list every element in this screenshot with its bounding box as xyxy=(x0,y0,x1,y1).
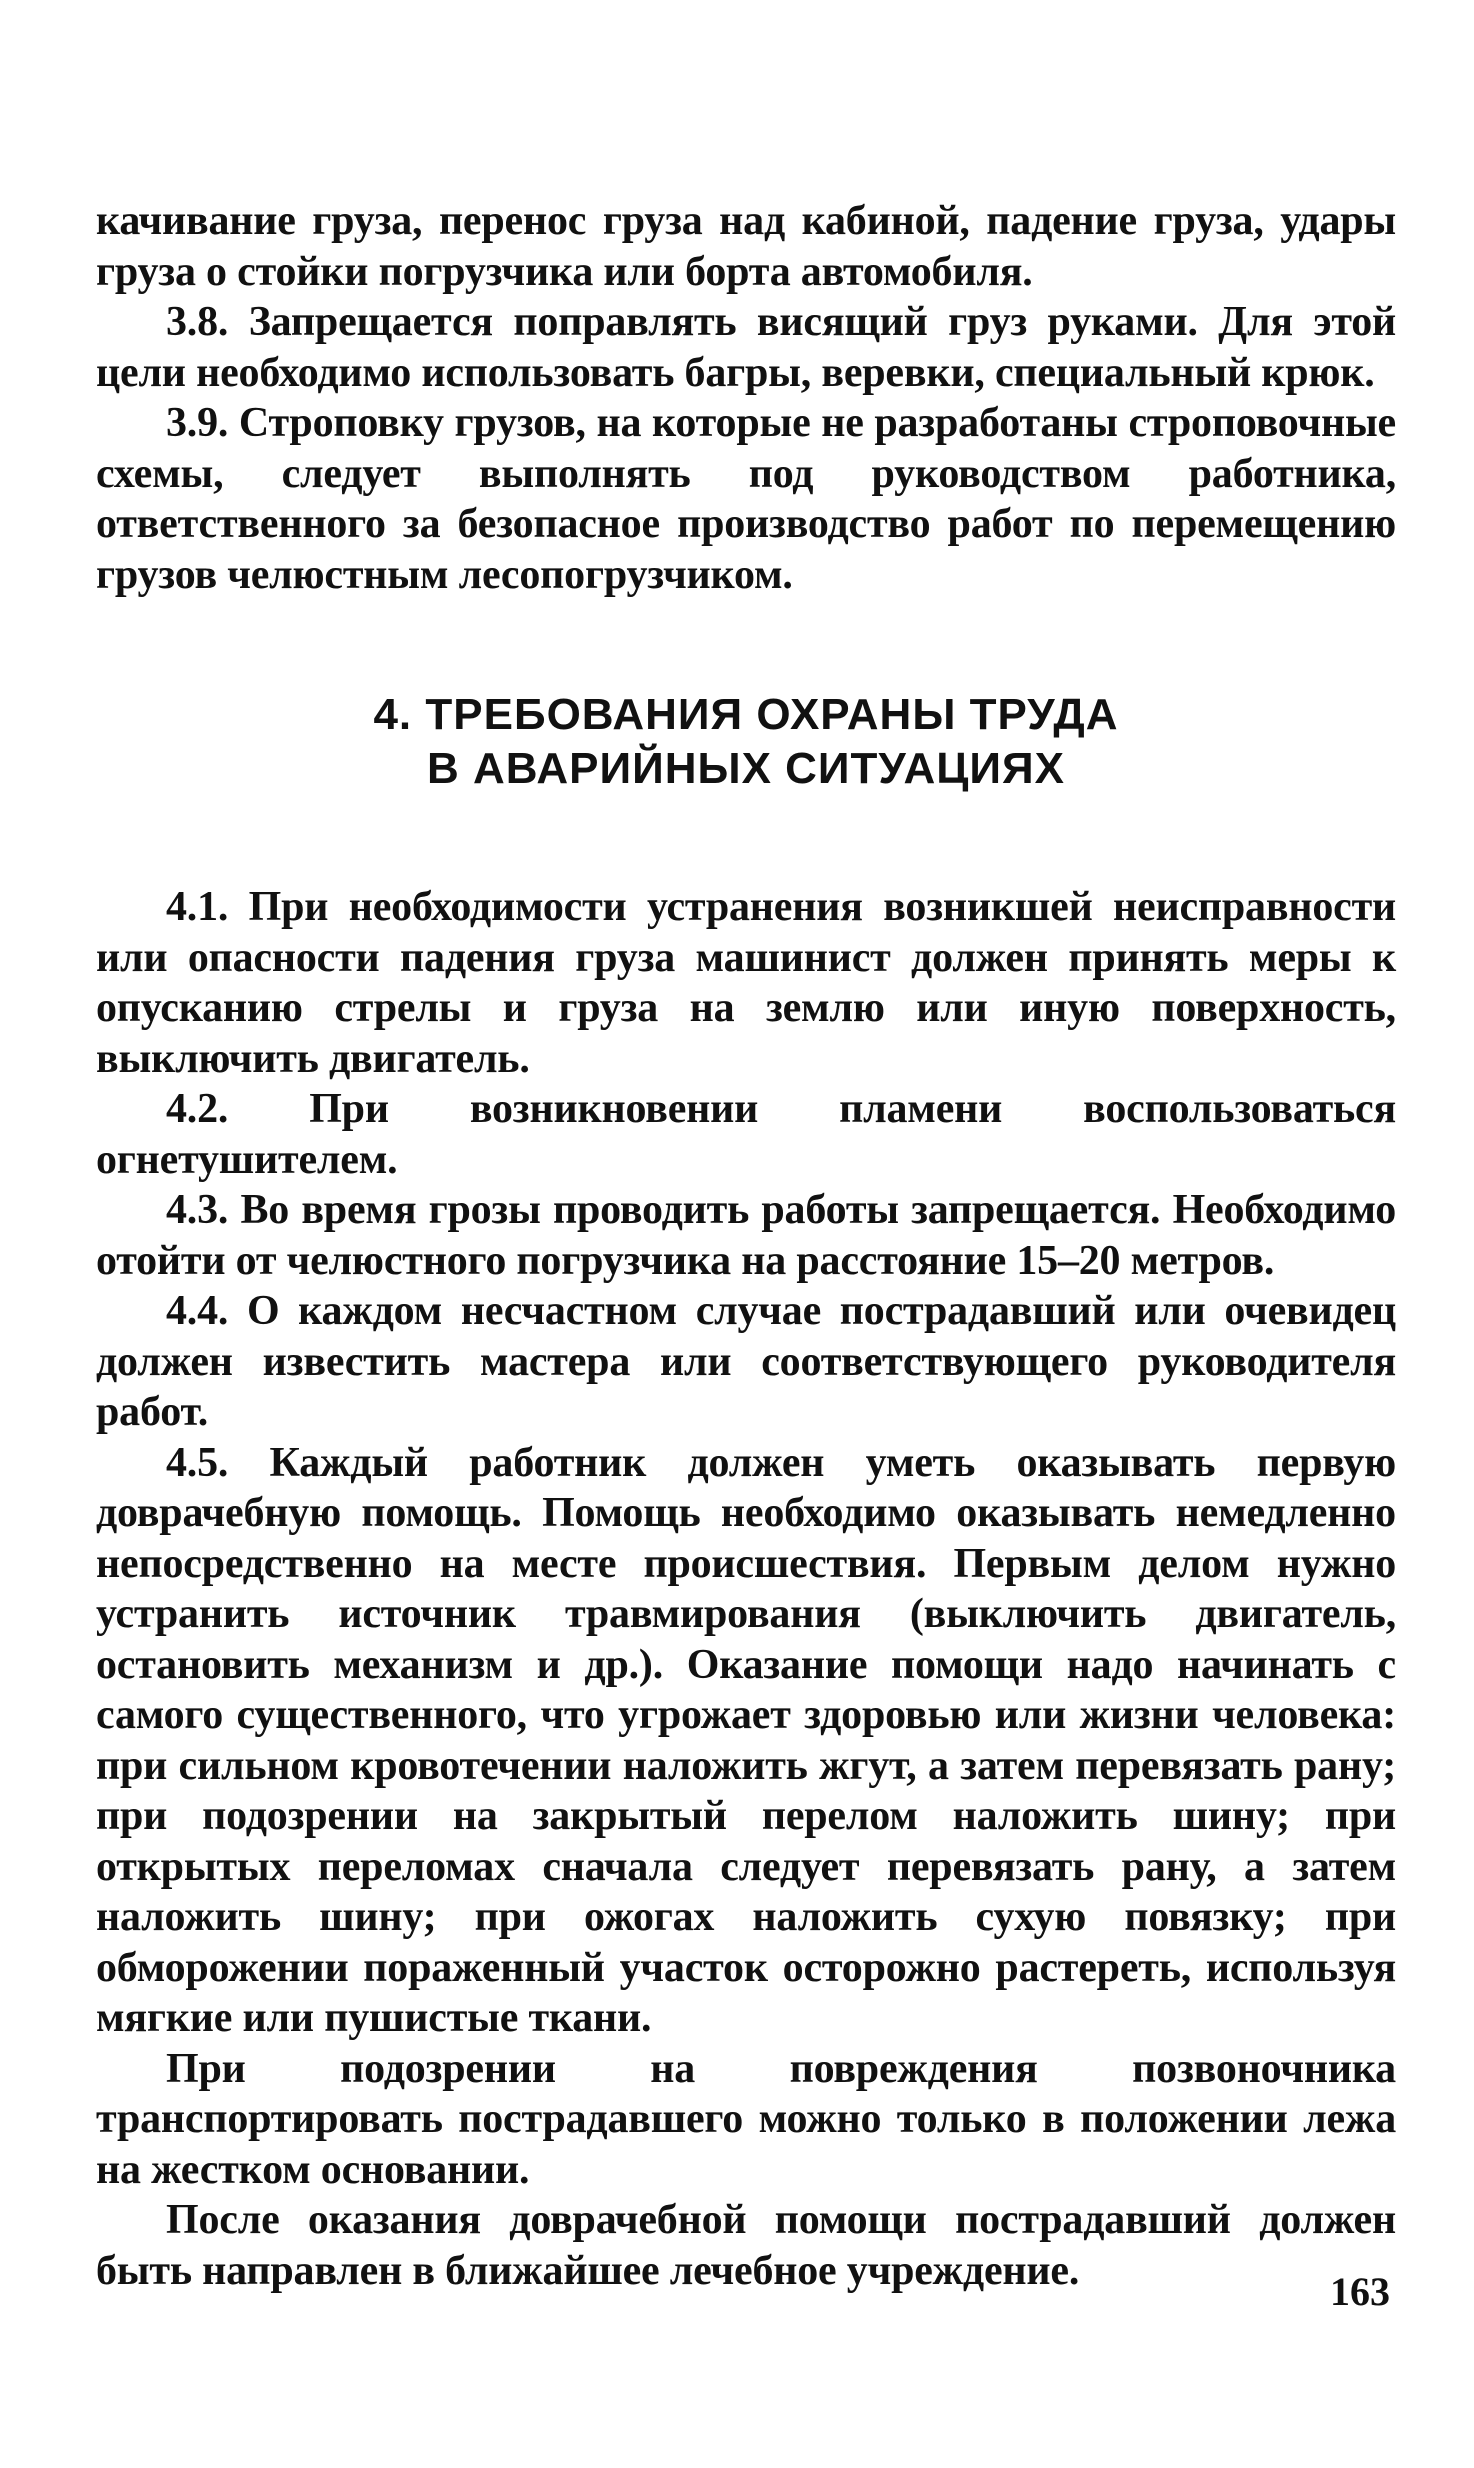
paragraph-text: При возникновении пламени воспользоваться огнетушителем. xyxy=(96,1086,1396,1183)
paragraph-4-4 xyxy=(96,1286,1396,1438)
paragraph-number: 4.1. xyxy=(166,884,229,930)
section-heading-line-1: 4. ТРЕБОВАНИЯ ОХРАНЫ ТРУДА xyxy=(373,690,1119,739)
paragraph-number: 4.3. xyxy=(166,1187,229,1233)
paragraph-text: качивание груза, перенос груза над кабиной, падение груза, удары груза о стойки погрузчика или борта автомобиля. xyxy=(96,198,1396,295)
paragraph-text: Строповку грузов, на которые не разработаны строповочные схемы, следует выполнять под руководством работника, ответственного за безопасное производство работ по перемещению грузов челюстным лесопогрузчиком. xyxy=(96,400,1396,598)
section-heading-line-2: В АВАРИЙНЫХ СИТУАЦИЯХ xyxy=(426,744,1065,793)
paragraph-number: 3.9. xyxy=(166,400,229,446)
paragraph-after-first-aid xyxy=(96,2195,1396,2296)
paragraph-3-8 xyxy=(96,297,1396,398)
paragraph-text: При необходимости устранения возникшей неисправности или опасности падения груза машинист должен принять меры к опусканию стрелы и груза на землю или иную поверхность, выключить двигатель. xyxy=(96,884,1396,1082)
paragraph-text: Во время грозы проводить работы запрещается. Необходимо отойти от челюстного погрузчика на расстояние 15–20 метров. xyxy=(96,1187,1396,1284)
paragraph-text: О каждом несчастном случае пострадавший или очевидец должен известить мастера или соответствующего руководителя работ. xyxy=(96,1288,1396,1435)
page-body xyxy=(96,196,1396,2296)
paragraph-4-3 xyxy=(96,1185,1396,1286)
paragraph-text: При подозрении на повреждения позвоночника транспортировать пострадавшего можно только в положении лежа на жестком основании. xyxy=(96,2045,1396,2193)
paragraph-spine-injury xyxy=(96,2044,1396,2196)
paragraph-continuation xyxy=(96,196,1396,297)
paragraph-text: После оказания доврачебной помощи пострадавший должен быть направлен в ближайшее лечебное учреждение. xyxy=(96,2197,1396,2294)
paragraph-number: 4.4. xyxy=(166,1288,229,1334)
paragraph-4-2 xyxy=(96,1084,1396,1185)
paragraph-text: Запрещается поправлять висящий груз руками. Для этой цели необходимо использовать багры, веревки, специальный крюк. xyxy=(96,299,1396,396)
paragraph-4-1 xyxy=(96,882,1396,1084)
paragraph-text: Каждый работник должен уметь оказывать первую доврачебную помощь. Помощь необходимо оказывать немедленно непосредственно на месте происшествия. Первым делом нужно устранить источник травмирования (выключить двигатель, остановить механизм и др.). Оказание помощи надо начинать с самого существенного, что угрожает здоровью или жизни человека: при сильном кровотечении наложить жгут, а затем перевязать рану; при подозрении на закрытый перелом наложить шину; при открытых переломах сначала следует перевязать рану, а затем наложить шину; при ожогах наложить сухую повязку; при обморожении пораженный участок осторожно растереть, используя мягкие или пушистые ткани. xyxy=(96,1439,1396,2041)
section-heading xyxy=(96,688,1396,796)
paragraph-3-9 xyxy=(96,398,1396,600)
paragraph-4-5 xyxy=(96,1438,1396,2044)
paragraph-number: 4.2. xyxy=(166,1086,229,1132)
paragraph-number: 3.8. xyxy=(166,299,229,345)
paragraph-number: 4.5. xyxy=(166,1439,229,1486)
page-number: 163 xyxy=(1330,2269,1390,2314)
